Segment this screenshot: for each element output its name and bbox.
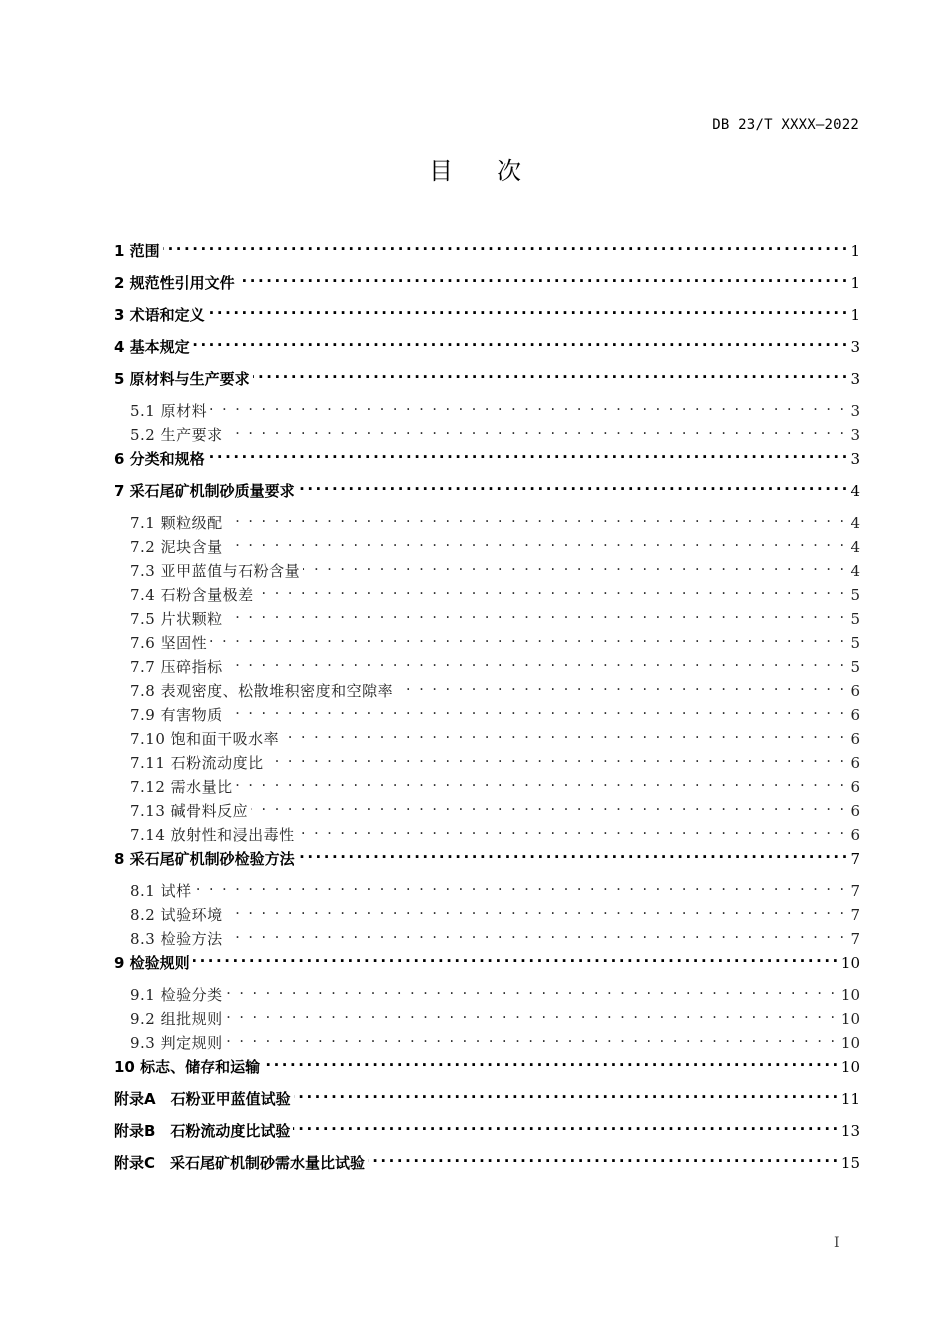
toc-entry[interactable] xyxy=(114,448,860,480)
toc-leader-dots xyxy=(226,656,846,672)
toc-entry[interactable] xyxy=(114,1152,860,1184)
toc-leader-dots xyxy=(293,1120,836,1136)
toc-entry[interactable] xyxy=(114,848,860,880)
toc-entry[interactable] xyxy=(114,952,860,984)
toc-entry-page: 5 xyxy=(850,586,860,604)
toc-entry-page: 7 xyxy=(850,930,860,948)
toc-subentry[interactable] xyxy=(114,800,860,824)
toc-leader-dots xyxy=(226,984,837,1000)
toc-entry-page: 10 xyxy=(840,1010,860,1028)
toc-entry-label: 7.12 需水量比 xyxy=(130,778,233,796)
toc-subentry[interactable] xyxy=(114,680,860,704)
toc-entry-label: 7.2 泥块含量 xyxy=(130,538,223,556)
toc-subentry[interactable] xyxy=(114,880,860,904)
toc-entry[interactable] xyxy=(114,480,860,512)
toc-entry-label: 5.1 原材料 xyxy=(130,402,208,420)
toc-entry[interactable] xyxy=(114,1056,860,1088)
toc-entry-label: 7.11 石粉流动度比 xyxy=(130,754,264,772)
toc-entry[interactable] xyxy=(114,1088,860,1120)
toc-entry-page: 6 xyxy=(850,778,860,796)
toc-entry-label: 1 范围 xyxy=(114,242,160,260)
toc-leader-dots xyxy=(226,608,846,624)
toc-subentry[interactable] xyxy=(114,1008,860,1032)
toc-entry-page: 5 xyxy=(850,658,860,676)
toc-entry-page: 4 xyxy=(850,482,860,500)
toc-entry-page: 6 xyxy=(850,802,860,820)
toc-entry-label: 2 规范性引用文件 xyxy=(114,274,235,292)
toc-subentry[interactable] xyxy=(114,512,860,536)
toc-entry-page: 6 xyxy=(850,682,860,700)
toc-leader-dots xyxy=(226,424,846,440)
toc-entry[interactable] xyxy=(114,1120,860,1152)
toc-entry-page: 3 xyxy=(850,426,860,444)
toc-entry-label: 9.2 组批规则 xyxy=(130,1010,223,1028)
toc-entry-label: 7 采石尾矿机制砂质量要求 xyxy=(114,482,295,500)
toc-subentry[interactable] xyxy=(114,824,860,848)
toc-leader-dots xyxy=(226,1008,837,1024)
toc-leader-dots xyxy=(226,536,846,552)
toc-subentry[interactable] xyxy=(114,1032,860,1056)
toc-leader-dots xyxy=(298,848,846,864)
toc-entry-page: 3 xyxy=(850,402,860,420)
toc-entry-page: 3 xyxy=(850,450,860,468)
toc-leader-dots xyxy=(226,928,846,944)
toc-entry-label: 8.3 检验方法 xyxy=(130,930,223,948)
toc-entry-label: 4 基本规定 xyxy=(114,338,190,356)
toc-leader-dots xyxy=(294,1088,837,1104)
toc-leader-dots xyxy=(253,368,846,384)
toc-leader-dots xyxy=(208,304,846,320)
toc-entry-page: 10 xyxy=(840,1058,860,1076)
toc-leader-dots xyxy=(193,336,846,352)
toc-subentry[interactable] xyxy=(114,536,860,560)
toc-entry-label: 7.1 颗粒级配 xyxy=(130,514,223,532)
table-of-contents xyxy=(114,240,860,1184)
toc-title: 目次 xyxy=(429,157,565,185)
toc-entry-page: 6 xyxy=(850,706,860,724)
toc-leader-dots xyxy=(257,584,846,600)
toc-entry-page: 4 xyxy=(850,514,860,532)
toc-entry-page: 3 xyxy=(850,370,860,388)
toc-entry-page: 10 xyxy=(840,954,860,972)
toc-entry-label: 7.4 石粉含量极差 xyxy=(130,586,254,604)
toc-entry-page: 6 xyxy=(850,754,860,772)
toc-leader-dots xyxy=(210,400,846,416)
toc-entry-page: 3 xyxy=(850,338,860,356)
toc-leader-dots xyxy=(263,1056,837,1072)
toc-entry-label: 7.6 坚固性 xyxy=(130,634,208,652)
toc-entry-label: 7.9 有害物质 xyxy=(130,706,223,724)
toc-subentry[interactable] xyxy=(114,656,860,680)
toc-leader-dots xyxy=(193,952,837,968)
toc-entry-label: 附录C 采石尾矿机制砂需水量比试验 xyxy=(114,1154,366,1172)
document-code: DB 23/T XXXX—2022 xyxy=(712,117,859,133)
toc-leader-dots xyxy=(208,448,846,464)
toc-entry-label: 10 标志、储存和运输 xyxy=(114,1058,261,1076)
page-number: I xyxy=(834,1235,840,1251)
toc-entry-page: 11 xyxy=(840,1090,860,1108)
toc-entry-page: 10 xyxy=(840,986,860,1004)
toc-leader-dots xyxy=(303,560,846,576)
toc-entry-label: 6 分类和规格 xyxy=(114,450,205,468)
toc-subentry[interactable] xyxy=(114,728,860,752)
toc-entry-label: 7.13 碱骨料反应 xyxy=(130,802,249,820)
toc-subentry[interactable] xyxy=(114,560,860,584)
toc-entry-label: 9 检验规则 xyxy=(114,954,190,972)
toc-leader-dots xyxy=(195,880,846,896)
toc-leader-dots xyxy=(298,824,846,840)
toc-subentry[interactable] xyxy=(114,704,860,728)
toc-subentry[interactable] xyxy=(114,928,860,952)
toc-entry-page: 6 xyxy=(850,826,860,844)
toc-subentry[interactable] xyxy=(114,584,860,608)
toc-entry-page: 10 xyxy=(840,1034,860,1052)
toc-leader-dots xyxy=(396,680,846,696)
toc-subentry[interactable] xyxy=(114,752,860,776)
toc-leader-dots xyxy=(226,512,846,528)
toc-leader-dots xyxy=(226,704,846,720)
toc-entry-page: 5 xyxy=(850,634,860,652)
toc-subentry[interactable] xyxy=(114,608,860,632)
toc-entry-label: 3 术语和定义 xyxy=(114,306,205,324)
toc-subentry[interactable] xyxy=(114,904,860,928)
toc-entry-label: 7.7 压碎指标 xyxy=(130,658,223,676)
toc-entry-page: 1 xyxy=(850,306,860,324)
toc-entry-label: 7.3 亚甲蓝值与石粉含量 xyxy=(130,562,301,580)
toc-entry-page: 15 xyxy=(840,1154,860,1172)
toc-entry-label: 8.2 试验环境 xyxy=(130,906,223,924)
toc-entry-label: 8 采石尾矿机制砂检验方法 xyxy=(114,850,295,868)
toc-entry-label: 7.10 饱和面干吸水率 xyxy=(130,730,280,748)
toc-entry[interactable] xyxy=(114,272,860,304)
toc-subentry[interactable] xyxy=(114,632,860,656)
toc-entry[interactable] xyxy=(114,304,860,336)
toc-entry-label: 附录A 石粉亚甲蓝值试验 xyxy=(114,1090,291,1108)
toc-entry-page: 1 xyxy=(850,242,860,260)
toc-entry-label: 7.14 放射性和浸出毒性 xyxy=(130,826,295,844)
toc-leader-dots xyxy=(368,1152,837,1168)
toc-entry[interactable] xyxy=(114,368,860,400)
toc-entry-label: 9.1 检验分类 xyxy=(130,986,223,1004)
toc-entry-label: 附录B 石粉流动度比试验 xyxy=(114,1122,291,1140)
toc-subentry[interactable] xyxy=(114,984,860,1008)
toc-subentry[interactable] xyxy=(114,776,860,800)
toc-entry-page: 7 xyxy=(850,882,860,900)
toc-entry-label: 8.1 试样 xyxy=(130,882,192,900)
toc-entry-label: 5.2 生产要求 xyxy=(130,426,223,444)
toc-entry-page: 7 xyxy=(850,906,860,924)
toc-entry-label: 9.3 判定规则 xyxy=(130,1034,223,1052)
toc-leader-dots xyxy=(210,632,846,648)
toc-leader-dots xyxy=(251,800,846,816)
toc-leader-dots xyxy=(226,1032,837,1048)
toc-leader-dots xyxy=(267,752,846,768)
toc-leader-dots xyxy=(298,480,846,496)
toc-entry-page: 13 xyxy=(840,1122,860,1140)
toc-entry-page: 1 xyxy=(850,274,860,292)
toc-entry-page: 6 xyxy=(850,730,860,748)
toc-entry-label: 5 原材料与生产要求 xyxy=(114,370,250,388)
toc-entry[interactable] xyxy=(114,336,860,368)
toc-leader-dots xyxy=(236,776,846,792)
toc-leader-dots xyxy=(163,240,846,256)
toc-entry-page: 4 xyxy=(850,538,860,556)
toc-entry-label: 7.5 片状颗粒 xyxy=(130,610,223,628)
toc-leader-dots xyxy=(226,904,846,920)
toc-entry[interactable] xyxy=(114,240,860,272)
toc-entry-label: 7.8 表观密度、松散堆积密度和空隙率 xyxy=(130,682,394,700)
toc-subentry[interactable] xyxy=(114,424,860,448)
toc-entry-page: 4 xyxy=(850,562,860,580)
toc-subentry[interactable] xyxy=(114,400,860,424)
toc-entry-page: 5 xyxy=(850,610,860,628)
toc-leader-dots xyxy=(238,272,846,288)
toc-entry-page: 7 xyxy=(850,850,860,868)
toc-leader-dots xyxy=(282,728,846,744)
